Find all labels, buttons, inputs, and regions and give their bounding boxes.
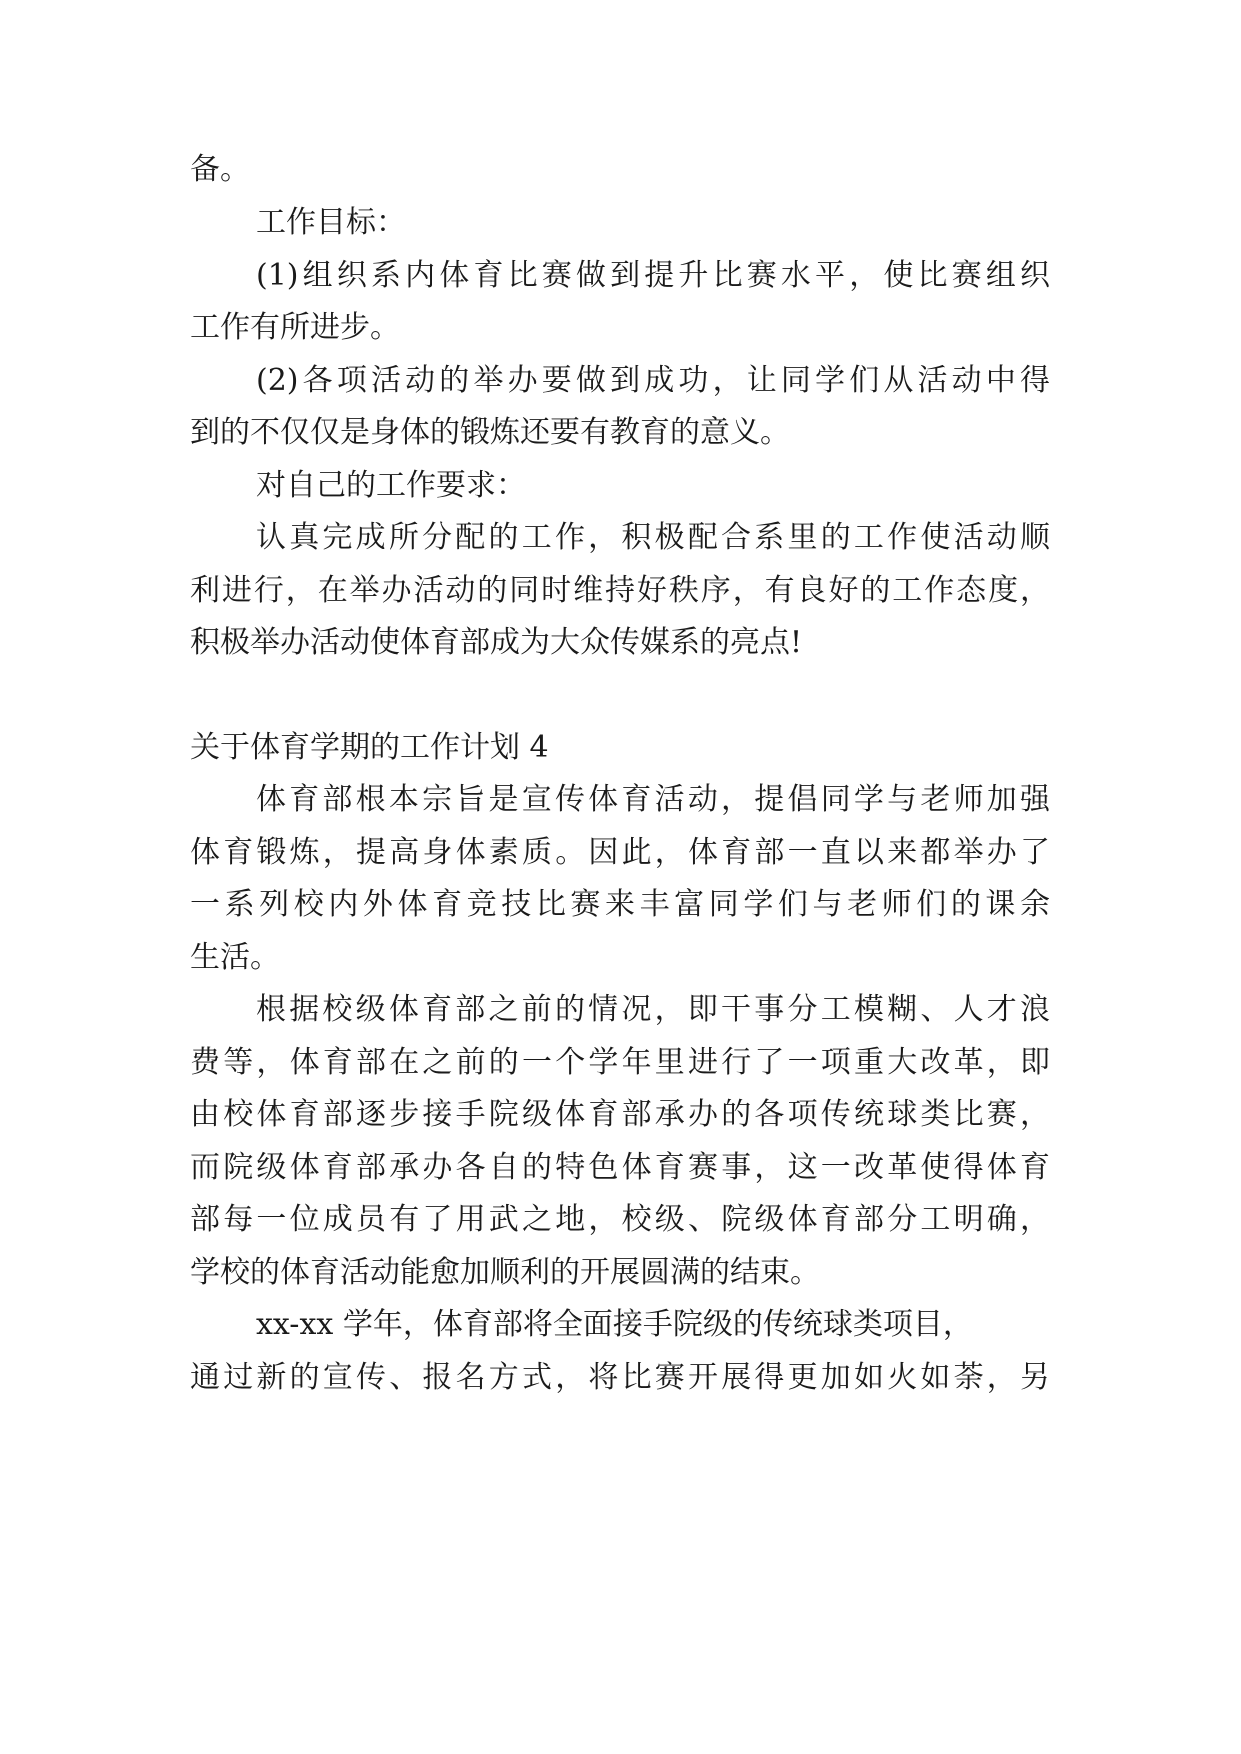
paragraph-line: 备。 bbox=[190, 152, 250, 187]
paragraph-line: 认真完成所分配的工作，积极配合系里的工作使活动顺 bbox=[256, 520, 1050, 555]
paragraph-line: 体育部根本宗旨是宣传体育活动，提倡同学与老师加强 bbox=[256, 782, 1050, 817]
paragraph-line: 体育锻炼，提高身体素质。因此，体育部一直以来都举办了 bbox=[190, 835, 1050, 870]
section-label: 对自己的工作要求： bbox=[256, 468, 526, 503]
paragraph-line: 费等，体育部在之前的一个学年里进行了一项重大改革，即 bbox=[190, 1045, 1050, 1080]
paragraph-line: 部每一位成员有了用武之地，校级、院级体育部分工明确， bbox=[190, 1202, 1050, 1237]
paragraph-line: 到的不仅仅是身体的锻炼还要有教育的意义。 bbox=[190, 415, 790, 450]
paragraph-line: 工作有所进步。 bbox=[190, 310, 400, 345]
paragraph-line: 由校体育部逐步接手院级体育部承办的各项传统球类比赛， bbox=[190, 1097, 1050, 1132]
paragraph-line: 根据校级体育部之前的情况，即干事分工模糊、人才浪 bbox=[256, 992, 1050, 1027]
paragraph-line: xx-xx 学年，体育部将全面接手院级的传统球类项目， bbox=[256, 1307, 973, 1342]
paragraph-line: 生活。 bbox=[190, 940, 280, 975]
paragraph-line: 通过新的宣传、报名方式，将比赛开展得更加如火如荼，另 bbox=[190, 1360, 1050, 1395]
section-label: 工作目标： bbox=[256, 205, 406, 240]
paragraph-line: (1)组织系内体育比赛做到提升比赛水平，使比赛组织 bbox=[256, 258, 1050, 293]
paragraph-line: 利进行，在举办活动的同时维持好秩序，有良好的工作态度， bbox=[190, 573, 1050, 608]
paragraph-line: 一系列校内外体育竞技比赛来丰富同学们与老师们的课余 bbox=[190, 887, 1050, 922]
paragraph-line: 学校的体育活动能愈加顺利的开展圆满的结束。 bbox=[190, 1255, 820, 1290]
paragraph-line: 而院级体育部承办各自的特色体育赛事，这一改革使得体育 bbox=[190, 1150, 1050, 1185]
section-heading: 关于体育学期的工作计划 4 bbox=[190, 730, 549, 765]
paragraph-line: (2)各项活动的举办要做到成功，让同学们从活动中得 bbox=[256, 363, 1050, 398]
paragraph-line: 积极举办活动使体育部成为大众传媒系的亮点! bbox=[190, 625, 803, 660]
